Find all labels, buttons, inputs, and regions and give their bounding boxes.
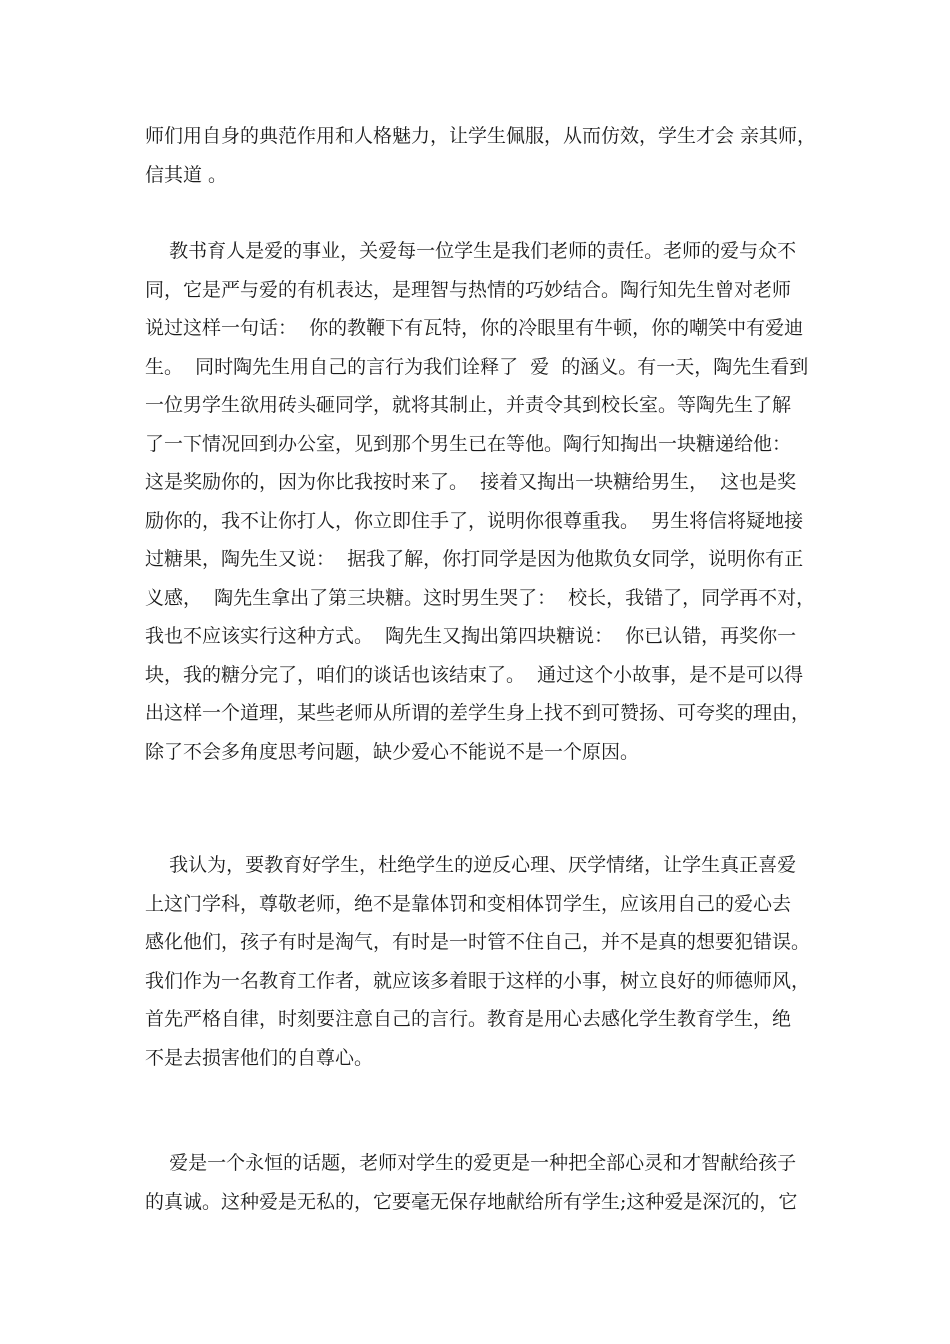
- text-line: 不是去损害他们的自尊心。: [145, 1046, 374, 1069]
- text-line: 这是奖励你的，因为你比我按时来了。 接着又掏出一块糖给男生， 这也是奖: [145, 471, 797, 493]
- paragraph-4: [145, 1144, 810, 1221]
- text-line: 我认为，要教育好学生，杜绝学生的逆反心理、厌学情绪，让学生真正喜爱: [145, 854, 797, 876]
- text-line: 义感， 陶先生拿出了第三块糖。这时男生哭了： 校长，我错了，同学再不对，: [145, 586, 816, 609]
- text-line: 教书育人是爱的事业，关爱每一位学生是我们老师的责任。老师的爱与众不: [145, 240, 797, 262]
- text-line: 首先严格自律，时刻要注意自己的言行。教育是用心去感化学生教育学生，绝: [145, 1008, 792, 1030]
- text-line: 出这样一个道理，某些老师从所谓的差学生身上找不到可赞扬、可夸奖的理由，: [145, 702, 811, 724]
- paragraph-2: [145, 232, 816, 771]
- text-line: 励你的，我不让你打人，你立即住手了，说明你很尊重我。 男生将信将疑地接: [145, 509, 804, 532]
- text-line: 我们作为一名教育工作者，就应该多着眼于这样的小事，树立良好的师德师风，: [145, 969, 811, 992]
- paragraph-1: [145, 117, 817, 194]
- text-line: 了一下情况回到办公室，见到那个男生已在等他。陶行知掏出一块糖递给他：: [145, 432, 792, 455]
- text-line: 我也不应该实行这种方式。 陶先生又掏出第四块糖说： 你已认错，再奖你一: [145, 625, 797, 647]
- text-line: 生。 同时陶先生用自己的言行为我们诠释了 爱 的涵义。有一天，陶先生看到: [145, 355, 809, 378]
- text-line: 爱是一个永恒的话题，老师对学生的爱更是一种把全部心灵和才智献给孩子: [145, 1152, 797, 1174]
- text-line: 块，我的糖分完了，咱们的谈话也该结束了。 通过这个小故事，是不是可以得: [145, 663, 804, 686]
- paragraph-3: [145, 846, 810, 1077]
- text-line: 过糖果，陶先生又说： 据我了解，你打同学是因为他欺负女同学，说明你有正: [145, 548, 804, 570]
- text-line: 同，它是严与爱的有机表达，是理智与热情的巧妙结合。陶行知先生曾对老师: [145, 278, 792, 301]
- text-line: 说过这样一句话： 你的教鞭下有瓦特，你的冷眼里有牛顿，你的嘲笑中有爱迪: [145, 317, 804, 339]
- text-line: 师们用自身的典范作用和人格魅力，让学生佩服，从而仿效，学生才会 亲其师，: [145, 125, 817, 147]
- text-line: 的真诚。这种爱是无私的，它要毫无保存地献给所有学生;这种爱是深沉的，它: [145, 1190, 798, 1213]
- text-line: 信其道 。: [145, 163, 228, 186]
- text-line: 除了不会多角度思考问题，缺少爱心不能说不是一个原因。: [145, 740, 640, 763]
- text-line: 上这门学科，尊敬老师，绝不是靠体罚和变相体罚学生，应该用自己的爱心去: [145, 892, 792, 915]
- text-line: 一位男学生欲用砖头砸同学，就将其制止，并责令其到校长室。等陶先生了解: [145, 394, 792, 416]
- text-line: 感化他们，孩子有时是淘气，有时是一时管不住自己，并不是真的想要犯错误。: [145, 931, 811, 953]
